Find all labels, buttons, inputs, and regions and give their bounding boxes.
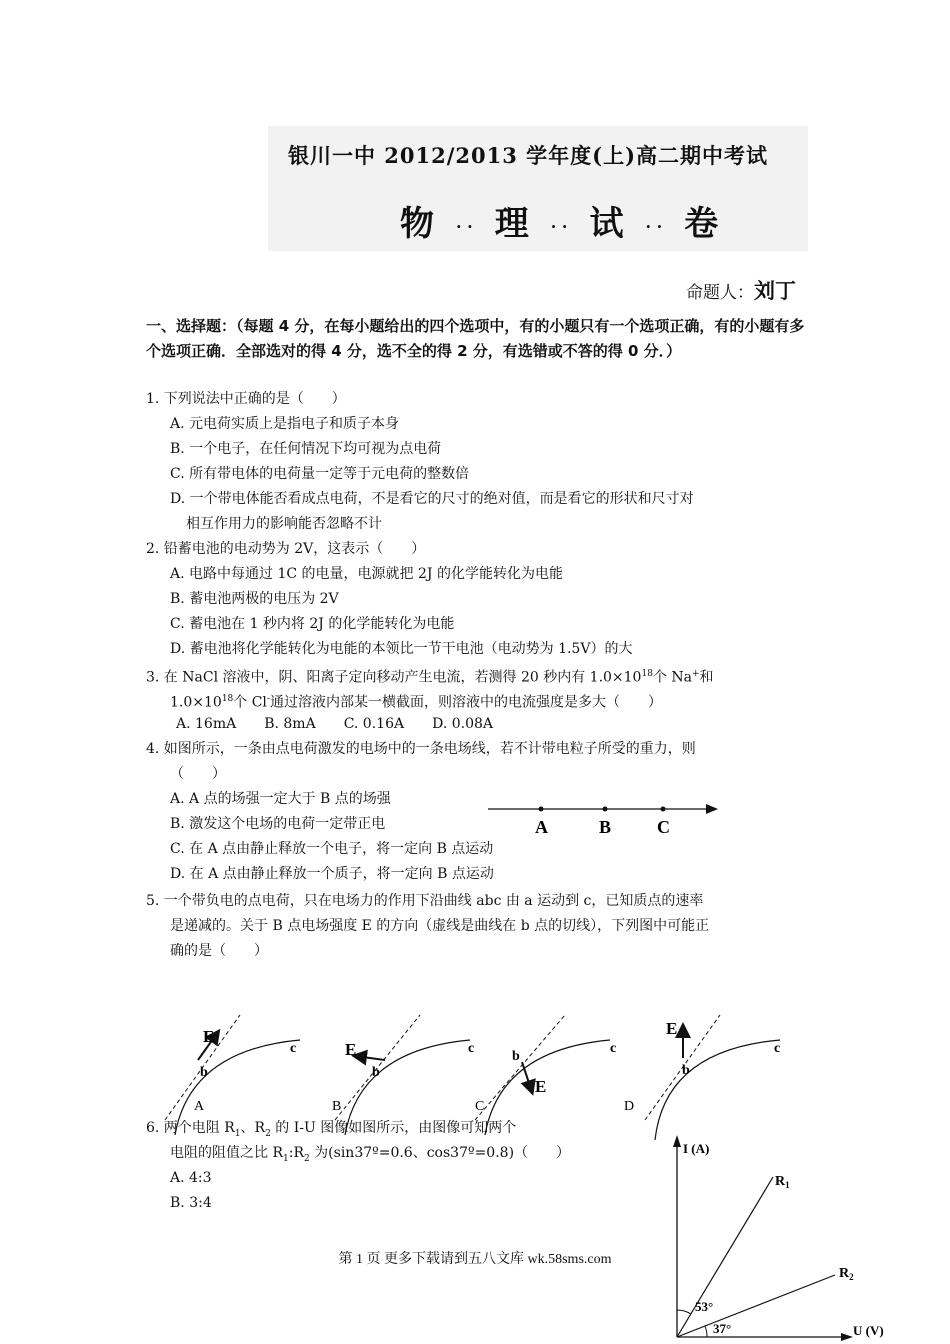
q4-option-a: A. A 点的场强一定大于 B 点的场强 <box>170 791 391 807</box>
e-label: E <box>535 1077 547 1096</box>
point-b-label: B <box>599 817 612 837</box>
q6-option-a: A. 4:3 <box>170 1170 212 1186</box>
c-label: c <box>468 1041 475 1056</box>
q6-sub: 2 <box>265 1128 271 1139</box>
q5-figure-b <box>332 1015 474 1135</box>
figure-a-label: A <box>194 1099 205 1114</box>
q3-stem <box>146 664 714 688</box>
q1-option-b: B. 一个电子，在任何情况下均可视为点电荷 <box>170 441 442 457</box>
q4-stem: 4. 如图所示，一条由点电荷激发的电场中的一条电场线，若不计带电粒子所受的重力，则 <box>146 741 696 757</box>
q6-stem-part: 为(sin37º=0.6、cos37º=0.8)（ ） <box>309 1145 571 1161</box>
q3-plus: + <box>691 669 700 679</box>
point-a-label: A <box>535 817 548 837</box>
i-axis-arrow <box>673 1135 681 1147</box>
author-name: 刘丁 <box>754 279 796 303</box>
q6-stem-part: 的 I-U 图像如图所示，由图像可知两个 <box>270 1120 517 1136</box>
r2-label: $R_2$ <box>839 1266 854 1282</box>
arrow-head <box>706 804 718 814</box>
b-label: b <box>682 1063 690 1078</box>
u-axis-label: U (V) <box>853 1323 884 1338</box>
q4-field-line-figure <box>480 795 730 840</box>
q2-option-b: B. 蓄电池两极的电压为 2V <box>170 591 339 607</box>
author-label: 命题人： <box>686 283 754 303</box>
q6-stem-part: 、R <box>240 1120 266 1136</box>
section-heading: 一、选择题：（每题 4 分，在每小题给出的四个选项中，有的小题只有一个选项正确，有的小题有多个选项正确．全部选对的得 4 分，选不全的得 2 分，有选错或不答的得 0 分．） <box>146 317 805 360</box>
figure-b-label: B <box>332 1099 342 1114</box>
q1-option-d: D. 一个带电体能否看成点电荷，不是看它的尺寸的绝对值，而是看它的形状和尺寸对 <box>170 491 694 507</box>
q3-options: A. 16mA B. 8mA C. 0.16A D. 0.08A <box>176 716 493 732</box>
paper-title <box>400 196 718 245</box>
q6-stem <box>146 1118 516 1144</box>
e-label: E <box>666 1019 678 1038</box>
q6-sub: 2 <box>304 1153 310 1164</box>
paper-title-char-3: 试 <box>589 204 624 244</box>
q5-stem: 5. 一个带负电的点电荷，只在电场力的作用下沿曲线 abc 由 a 运动到 c，已知质点的速率 <box>146 893 704 909</box>
q3-exponent: 18 <box>221 694 234 704</box>
q5-figure-a <box>165 1015 300 1135</box>
point-c-dot <box>661 807 666 812</box>
paper-title-char-1: 物 <box>400 204 434 244</box>
title-dots: · · <box>645 216 663 236</box>
q1-option-c: C. 所有带电体的电荷量一定等于元电荷的整数倍 <box>170 466 470 482</box>
q2-option-a: A. 电路中每通过 1C 的电量，电源就把 2J 的化学能转化为电能 <box>170 566 563 582</box>
q1-option-a: A. 元电荷实质上是指电子和质子本身 <box>170 416 400 432</box>
point-b-dot <box>603 807 608 812</box>
q3-stem-part: 个 Cl <box>233 694 267 711</box>
paper-title-char-2: 理 <box>494 204 529 244</box>
q6-sub: 1 <box>234 1128 241 1139</box>
q4-option-b: B. 激发这个电场的电荷一定带正电 <box>170 816 386 832</box>
r1-label: $R_1$ <box>775 1174 790 1190</box>
q6-iu-graph <box>655 1125 895 1344</box>
u-axis-arrow <box>841 1333 853 1341</box>
e-label: E <box>345 1040 357 1059</box>
q3-minus: - <box>266 694 270 704</box>
e-label: E <box>203 1027 215 1046</box>
point-c-label: C <box>657 817 670 837</box>
b-label: b <box>512 1049 520 1064</box>
q4-option-c: C. 在 A 点由静止释放一个电子，将一定向 B 点运动 <box>170 841 494 857</box>
q6-stem-part: :R <box>288 1145 304 1161</box>
c-label: c <box>610 1041 617 1056</box>
q3-stem-part: 和 <box>699 669 714 686</box>
angle-53-label: 53° <box>695 1299 714 1314</box>
c-label: c <box>774 1041 781 1056</box>
q3-stem-part: 个 Na <box>652 669 692 686</box>
point-a-dot <box>539 807 544 812</box>
q3-exponent: 18 <box>641 669 653 679</box>
b-label: b <box>372 1065 380 1080</box>
q5-figure-c <box>475 1015 616 1135</box>
title-dots: · · <box>550 216 568 236</box>
q1-option-d-cont: 相互作用力的影响能否忽略不计 <box>186 516 382 532</box>
q6-stem-part: 电阻的阻值之比 R <box>170 1145 283 1161</box>
q2-stem: 2. 铅蓄电池的电动势为 2V，这表示（ ） <box>146 541 426 557</box>
school-exam-title: 银川一中 2012/2013 学年度(上)高二期中考试 <box>288 143 769 168</box>
q4-option-d: D. 在 A 点由静止释放一个质子，将一定向 B 点运动 <box>170 866 494 882</box>
q3-stem-part: 通过溶液内部某一横截面，则溶液中的电流强度是多大（ ） <box>269 694 662 711</box>
title-dots: · · <box>456 216 473 236</box>
q5-stem-cont2: 确的是（ ） <box>170 943 268 959</box>
q6-sub: 1 <box>283 1153 289 1164</box>
c-label: c <box>290 1041 297 1056</box>
q2-option-d: D. 蓄电池将化学能转化为电能的本领比一节干电池（电动势为 1.5V）的大 <box>170 641 633 657</box>
q3-stem-line2 <box>170 689 662 713</box>
q6-stem-line2 <box>170 1143 570 1169</box>
angle-arc-37 <box>705 1326 707 1337</box>
b-label: b <box>200 1065 208 1080</box>
angle-arc-53 <box>677 1310 691 1314</box>
q4-stem-cont: （ ） <box>170 766 226 782</box>
figure-c-label: C <box>475 1099 485 1114</box>
q5-stem-cont: 是递减的。关于 B 点电场强度 E 的方向（虚线是曲线在 b 点的切线），下列图中可能正 <box>170 918 710 934</box>
q6-stem-part: 6. 两个电阻 R <box>146 1120 235 1136</box>
i-axis-label: I (A) <box>683 1141 710 1156</box>
q1-stem: 1. 下列说法中正确的是（ ） <box>146 391 346 407</box>
author-line <box>686 275 796 305</box>
figure-d-label: D <box>624 1099 635 1114</box>
q6-option-b: B. 3:4 <box>170 1195 212 1211</box>
q3-stem-part: 3. 在 NaCl 溶液中，阴、阳离子定向移动产生电流，若测得 20 秒内有 1.0×10 <box>146 669 642 686</box>
angle-37-label: 37° <box>713 1321 732 1336</box>
paper-title-char-4: 卷 <box>684 204 719 244</box>
q3-stem-part: 1.0×10 <box>170 694 222 711</box>
q2-option-c: C. 蓄电池在 1 秒内将 2J 的化学能转化为电能 <box>170 616 455 632</box>
page-footer: 第 1 页 更多下载请到五八文库 wk.58sms.com <box>338 1252 612 1267</box>
q5-figure-d <box>624 1015 780 1140</box>
